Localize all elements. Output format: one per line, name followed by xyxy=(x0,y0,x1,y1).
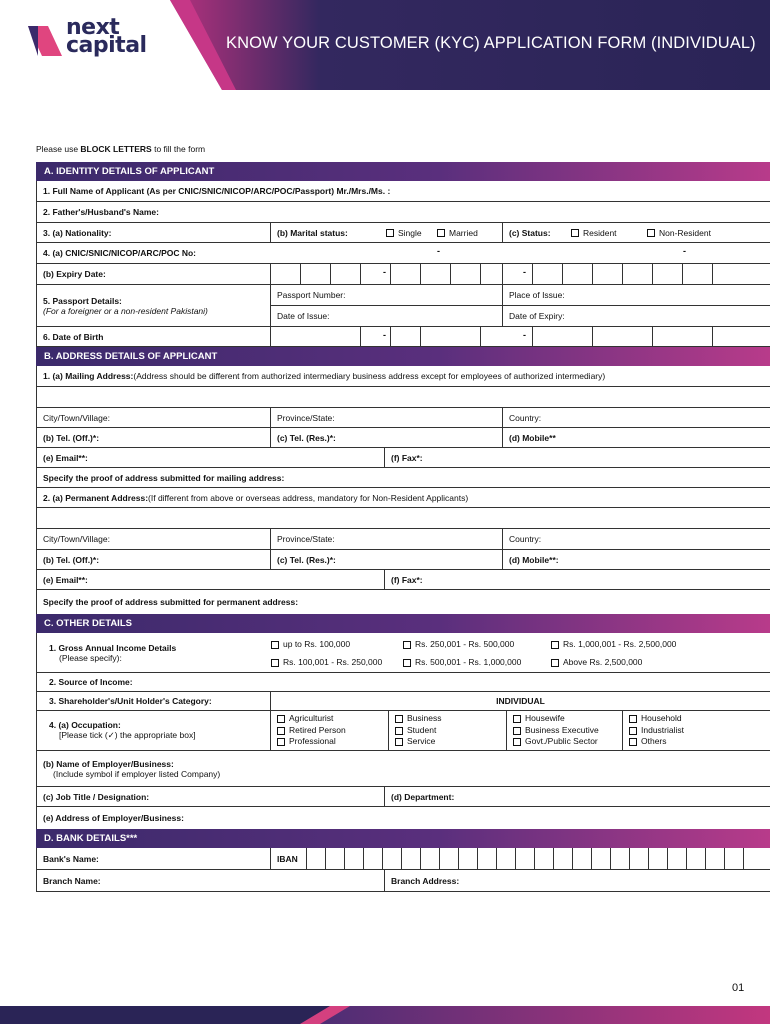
tel-off-field-permanent[interactable]: (b) Tel. (Off.)*: xyxy=(37,550,271,569)
iban-box[interactable] xyxy=(630,848,649,869)
province-field[interactable]: Province/State: xyxy=(271,408,503,427)
occupation-checkbox[interactable] xyxy=(277,738,285,746)
iban-box[interactable] xyxy=(573,848,592,869)
married-checkbox[interactable] xyxy=(437,229,445,237)
expiry-label: (b) Expiry Date: xyxy=(37,264,271,284)
dob-box[interactable] xyxy=(391,327,421,346)
passport-row xyxy=(36,285,770,327)
dob-label: 6. Date of Birth xyxy=(37,327,271,346)
iban-box[interactable] xyxy=(326,848,345,869)
occupation-label: 4. (a) Occupation: xyxy=(49,720,121,730)
income-label: 1. Gross Annual Income Details xyxy=(49,642,177,653)
iban-box[interactable] xyxy=(383,848,402,869)
permanent-address-label: 2. (a) Permanent Address: (If different from above or overseas address, mandatory for Non-Resident Applicants) xyxy=(37,488,770,507)
iban-box[interactable] xyxy=(440,848,459,869)
occupation-checkbox[interactable] xyxy=(395,738,403,746)
passport-note: (For a foreigner or a non-resident Pakistani) xyxy=(43,305,208,316)
occupation-col-1 xyxy=(271,711,389,750)
dob-row[interactable] xyxy=(36,327,770,347)
category-value: INDIVIDUAL xyxy=(271,692,770,710)
expiry-box[interactable] xyxy=(713,264,770,284)
passport-label-cell xyxy=(37,285,271,326)
nationality-row xyxy=(36,223,770,243)
income-checkbox[interactable] xyxy=(271,659,279,667)
bank-row xyxy=(36,848,770,870)
section-c-header: C. OTHER DETAILS xyxy=(36,614,770,633)
income-checkbox[interactable] xyxy=(551,641,559,649)
branch-name-field[interactable]: Branch Name: xyxy=(37,870,385,891)
occupation-checkbox[interactable] xyxy=(629,727,637,735)
employer-note: (Include symbol if employer listed Company) xyxy=(53,768,221,779)
income-note: (Please specify): xyxy=(59,652,122,663)
date-of-expiry-field[interactable]: Date of Expiry: xyxy=(503,306,770,326)
permanent-tel-row xyxy=(36,550,770,570)
occupation-option[interactable]: Agriculturist xyxy=(277,713,333,725)
iban-box[interactable] xyxy=(516,848,535,869)
iban-box[interactable] xyxy=(725,848,744,869)
non-resident-option[interactable]: Non-Resident xyxy=(647,228,711,238)
permanent-address-row[interactable] xyxy=(36,488,770,508)
iban-box[interactable] xyxy=(364,848,383,869)
employer-row[interactable] xyxy=(36,751,770,787)
iban-box[interactable] xyxy=(592,848,611,869)
income-checkbox[interactable] xyxy=(551,659,559,667)
proof-permanent-row[interactable] xyxy=(36,590,770,614)
proof-mailing-row[interactable] xyxy=(36,468,770,488)
mailing-address-line[interactable] xyxy=(36,387,770,408)
iban-box[interactable] xyxy=(402,848,421,869)
occupation-option[interactable]: Others xyxy=(629,736,667,748)
country-field-permanent[interactable]: Country: xyxy=(503,529,770,549)
expiry-row[interactable] xyxy=(36,264,770,285)
iban-box[interactable] xyxy=(497,848,516,869)
iban-box[interactable] xyxy=(611,848,630,869)
expiry-box[interactable] xyxy=(421,264,451,284)
tel-off-field[interactable]: (b) Tel. (Off.)*: xyxy=(37,428,271,447)
dob-box[interactable] xyxy=(623,327,653,346)
income-checkbox[interactable] xyxy=(271,641,279,649)
form-title: KNOW YOUR CUSTOMER (KYC) APPLICATION FORM (INDIVIDUAL) xyxy=(226,34,756,52)
dob-box[interactable] xyxy=(451,327,481,346)
section-d-header: D. BANK DETAILS*** xyxy=(36,829,770,848)
expiry-dash-2: - xyxy=(523,267,526,277)
province-field-permanent[interactable]: Province/State: xyxy=(271,529,503,549)
expiry-box[interactable] xyxy=(451,264,481,284)
iban-box[interactable] xyxy=(478,848,497,869)
iban-box[interactable] xyxy=(459,848,478,869)
mailing-address-field[interactable] xyxy=(37,387,770,407)
email-field-permanent[interactable]: (e) Email**: xyxy=(37,570,385,589)
occupation-checkbox[interactable] xyxy=(513,738,521,746)
instruction-text: Please use BLOCK LETTERS to fill the form xyxy=(36,144,206,154)
income-option[interactable]: Rs. 500,001 - Rs. 1,000,000 xyxy=(403,657,521,667)
mailing-tel-row xyxy=(36,428,770,448)
permanent-address-line[interactable] xyxy=(36,508,770,529)
occupation-checkbox[interactable] xyxy=(629,738,637,746)
mailing-city-row xyxy=(36,408,770,428)
single-checkbox[interactable] xyxy=(386,229,394,237)
logo xyxy=(26,15,156,66)
occupation-option[interactable]: Industrialist xyxy=(629,725,684,737)
permanent-email-row xyxy=(36,570,770,590)
expiry-box[interactable] xyxy=(391,264,421,284)
occupation-checkbox[interactable] xyxy=(513,715,521,723)
country-field[interactable]: Country: xyxy=(503,408,770,427)
occupation-option[interactable]: Housewife xyxy=(513,713,565,725)
mailing-email-row xyxy=(36,448,770,468)
kyc-form xyxy=(36,162,770,892)
expiry-box[interactable] xyxy=(563,264,593,284)
occupation-option[interactable]: Service xyxy=(395,736,435,748)
expiry-box[interactable] xyxy=(331,264,361,284)
iban-box[interactable] xyxy=(307,848,326,869)
dob-box[interactable] xyxy=(683,327,713,346)
proof-mailing-label: Specify the proof of address submitted for mailing address: xyxy=(37,468,770,487)
dob-box[interactable] xyxy=(713,327,770,346)
city-field-permanent[interactable]: City/Town/Village: xyxy=(37,529,271,549)
occupation-col-2 xyxy=(389,711,507,750)
cnic-label: 4. (a) CNIC/SNIC/NICOP/ARC/POC No: xyxy=(37,243,770,263)
cnic-row[interactable] xyxy=(36,243,770,264)
proof-permanent-label: Specify the proof of address submitted for permanent address: xyxy=(43,597,299,607)
occupation-note: [Please tick (✓) the appropriate box] xyxy=(59,730,196,740)
passport-number-field[interactable]: Passport Number: xyxy=(271,285,503,306)
iban-label: IBAN xyxy=(271,848,307,869)
dob-dash-2: - xyxy=(523,330,526,340)
expiry-box[interactable] xyxy=(683,264,713,284)
department-field[interactable]: (d) Department: xyxy=(385,787,770,806)
dob-box[interactable] xyxy=(563,327,593,346)
dob-box[interactable] xyxy=(361,327,391,346)
bank-name-field[interactable]: Bank's Name: xyxy=(37,848,271,869)
mobile-field[interactable]: (d) Mobile** xyxy=(503,428,770,447)
expiry-box[interactable] xyxy=(481,264,503,284)
income-checkbox[interactable] xyxy=(403,641,411,649)
category-row xyxy=(36,692,770,711)
page-number: 01 xyxy=(732,982,745,994)
expiry-box[interactable] xyxy=(301,264,331,284)
permanent-city-row xyxy=(36,529,770,550)
iban-box[interactable] xyxy=(554,848,573,869)
occupation-checkbox[interactable] xyxy=(513,727,521,735)
job-row xyxy=(36,787,770,807)
income-checkbox[interactable] xyxy=(403,659,411,667)
expiry-box[interactable] xyxy=(593,264,623,284)
occupation-checkbox[interactable] xyxy=(277,727,285,735)
expiry-box[interactable] xyxy=(503,264,533,284)
tick-icon: ✓ xyxy=(107,730,115,740)
resident-checkbox[interactable] xyxy=(571,229,579,237)
category-label: 3. Shareholder's/Unit Holder's Category: xyxy=(37,692,271,710)
occupation-checkbox[interactable] xyxy=(395,727,403,735)
section-b-header: B. ADDRESS DETAILS OF APPLICANT xyxy=(36,347,770,366)
occupation-row xyxy=(36,711,770,751)
tel-res-field[interactable]: (c) Tel. (Res.)*: xyxy=(271,428,503,447)
footer-band xyxy=(0,1006,770,1024)
cnic-dash-2: - xyxy=(683,246,686,256)
cnic-dash-1: - xyxy=(437,246,440,256)
expiry-dash-1: - xyxy=(383,267,386,277)
logo-text-capital: capital xyxy=(66,33,147,58)
iban-box[interactable] xyxy=(744,848,770,869)
fax-field[interactable]: (f) Fax*: xyxy=(385,448,770,467)
occupation-option[interactable]: Professional xyxy=(277,736,336,748)
expiry-box[interactable] xyxy=(271,264,301,284)
job-title-field[interactable]: (c) Job Title / Designation: xyxy=(37,787,385,806)
father-name-label: 2. Father's/Husband's Name: xyxy=(37,202,770,222)
non-resident-checkbox[interactable] xyxy=(647,229,655,237)
logo-text-next: next xyxy=(66,15,120,40)
occupation-checkbox[interactable] xyxy=(395,715,403,723)
income-option[interactable]: Above Rs. 2,500,000 xyxy=(551,657,642,667)
employer-address-row[interactable] xyxy=(36,807,770,829)
employer-address-label: (e) Address of Employer/Business: xyxy=(43,813,184,823)
occupation-option[interactable]: Student xyxy=(395,725,436,737)
occupation-col-3 xyxy=(507,711,623,750)
iban-box[interactable] xyxy=(345,848,364,869)
section-a-header: A. IDENTITY DETAILS OF APPLICANT xyxy=(36,162,770,181)
city-field[interactable]: City/Town/Village: xyxy=(37,408,271,427)
income-option[interactable]: Rs. 100,001 - Rs. 250,000 xyxy=(271,657,382,667)
father-name-row[interactable] xyxy=(36,202,770,223)
income-option[interactable]: up to Rs. 100,000 xyxy=(271,639,350,649)
date-of-issue-field[interactable]: Date of Issue: xyxy=(271,306,503,326)
iban-box[interactable] xyxy=(535,848,554,869)
expiry-box[interactable] xyxy=(533,264,563,284)
fax-field-permanent[interactable]: (f) Fax*: xyxy=(385,570,770,589)
branch-address-field[interactable]: Branch Address: xyxy=(385,870,770,891)
employer-label: (b) Name of Employer/Business: xyxy=(43,758,174,769)
branch-row xyxy=(36,870,770,892)
passport-label: 5. Passport Details: xyxy=(43,295,122,306)
source-income-label: 2. Source of Income: xyxy=(37,673,770,691)
married-option[interactable]: Married xyxy=(437,228,478,238)
expiry-box[interactable] xyxy=(361,264,391,284)
mailing-address-label: 1. (a) Mailing Address: (Address should be different from authorized intermediary business address except for employees of authorized intermediary) xyxy=(37,366,770,386)
occupation-checkbox[interactable] xyxy=(277,715,285,723)
marital-status-label: (b) Marital status: Single Married xyxy=(271,223,503,242)
nationality-label: 3. (a) Nationality: xyxy=(37,223,271,242)
occupation-option[interactable]: Govt./Public Sector xyxy=(513,736,598,748)
occupation-checkbox[interactable] xyxy=(629,715,637,723)
occupation-label-cell xyxy=(37,711,271,750)
occupation-option[interactable]: Retired Person xyxy=(277,725,346,737)
place-of-issue-field[interactable]: Place of Issue: xyxy=(503,285,770,306)
permanent-address-field[interactable] xyxy=(37,508,770,528)
single-option[interactable]: Single xyxy=(386,228,422,238)
iban-box[interactable] xyxy=(421,848,440,869)
employer-label-cell xyxy=(37,751,770,786)
logo-mark-icon xyxy=(26,22,64,60)
mobile-field-permanent[interactable]: (d) Mobile**: xyxy=(503,550,770,569)
income-option[interactable]: Rs. 250,001 - Rs. 500,000 xyxy=(403,639,514,649)
full-name-row[interactable] xyxy=(36,181,770,202)
expiry-box[interactable] xyxy=(653,264,683,284)
occupation-col-4 xyxy=(623,711,770,750)
expiry-box[interactable] xyxy=(623,264,653,284)
occupation-option[interactable]: Business Executive xyxy=(513,725,599,737)
iban-box[interactable] xyxy=(706,848,725,869)
dob-dash-1: - xyxy=(383,330,386,340)
dob-box[interactable] xyxy=(503,327,533,346)
status-label: (c) Status: Resident Non-Resident xyxy=(503,223,770,242)
mailing-address-row[interactable] xyxy=(36,366,770,387)
resident-option[interactable]: Resident xyxy=(571,228,617,238)
iban-box[interactable] xyxy=(649,848,668,869)
dob-box[interactable] xyxy=(331,327,361,346)
occupation-option[interactable]: Household xyxy=(629,713,682,725)
income-option[interactable]: Rs. 1,000,001 - Rs. 2,500,000 xyxy=(551,639,676,649)
iban-box[interactable] xyxy=(668,848,687,869)
iban-box[interactable] xyxy=(687,848,706,869)
full-name-label: 1. Full Name of Applicant (As per CNIC/SNIC/NICOP/ARC/POC/Passport) Mr./Mrs./Ms. : xyxy=(37,181,770,201)
email-field[interactable]: (e) Email**: xyxy=(37,448,385,467)
occupation-option[interactable]: Business xyxy=(395,713,442,725)
income-row xyxy=(36,633,770,673)
tel-res-field-permanent[interactable]: (c) Tel. (Res.)*: xyxy=(271,550,503,569)
source-income-row[interactable] xyxy=(36,673,770,692)
